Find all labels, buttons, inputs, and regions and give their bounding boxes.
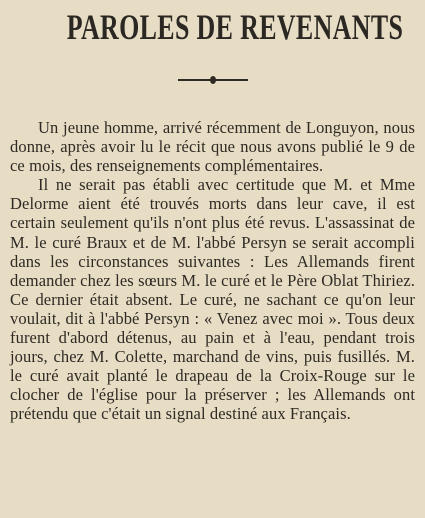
article-paragraph-1: Un jeune homme, arrivé récemment de Longuyon, nous donne, après avoir lu le récit que nous avons publié le 9 de ce mois, des renseignements complémentaires. <box>10 118 415 176</box>
article-headline: PAROLES DE REVENANTS <box>66 7 404 47</box>
article-paragraph-2: Il ne serait pas établi avec certitude que M. et Mme Delorme aient été trouvés morts dans leur cave, il est certain seulement qu'ils n'ont plus été revus. L'assassinat de M. le curé Braux et de M. l'abbé Persyn se serait accompli dans les circonstances suivantes : Les Allemands firent demander chez les sœurs M. le curé et le Père Oblat Thiriez. Ce dernier était absent. Le curé, ne sachant ce qu'on leur voulait, dit à l'abbé Persyn : « Venez avec moi ». Tous deux furent d'abord détenus, au pain et à l'eau, pendant trois jours, chez M. Colette, marchand de vins, puis fusillés. M. le curé avait planté le drapeau de la Croix-Rouge sur le clocher de l'église pour la préserver ; les Allemands ont prétendu que c'était un signal destiné aux Français. <box>10 175 415 424</box>
article-body <box>10 118 415 424</box>
ornamental-divider <box>178 76 248 84</box>
divider-dot-icon <box>210 76 216 84</box>
